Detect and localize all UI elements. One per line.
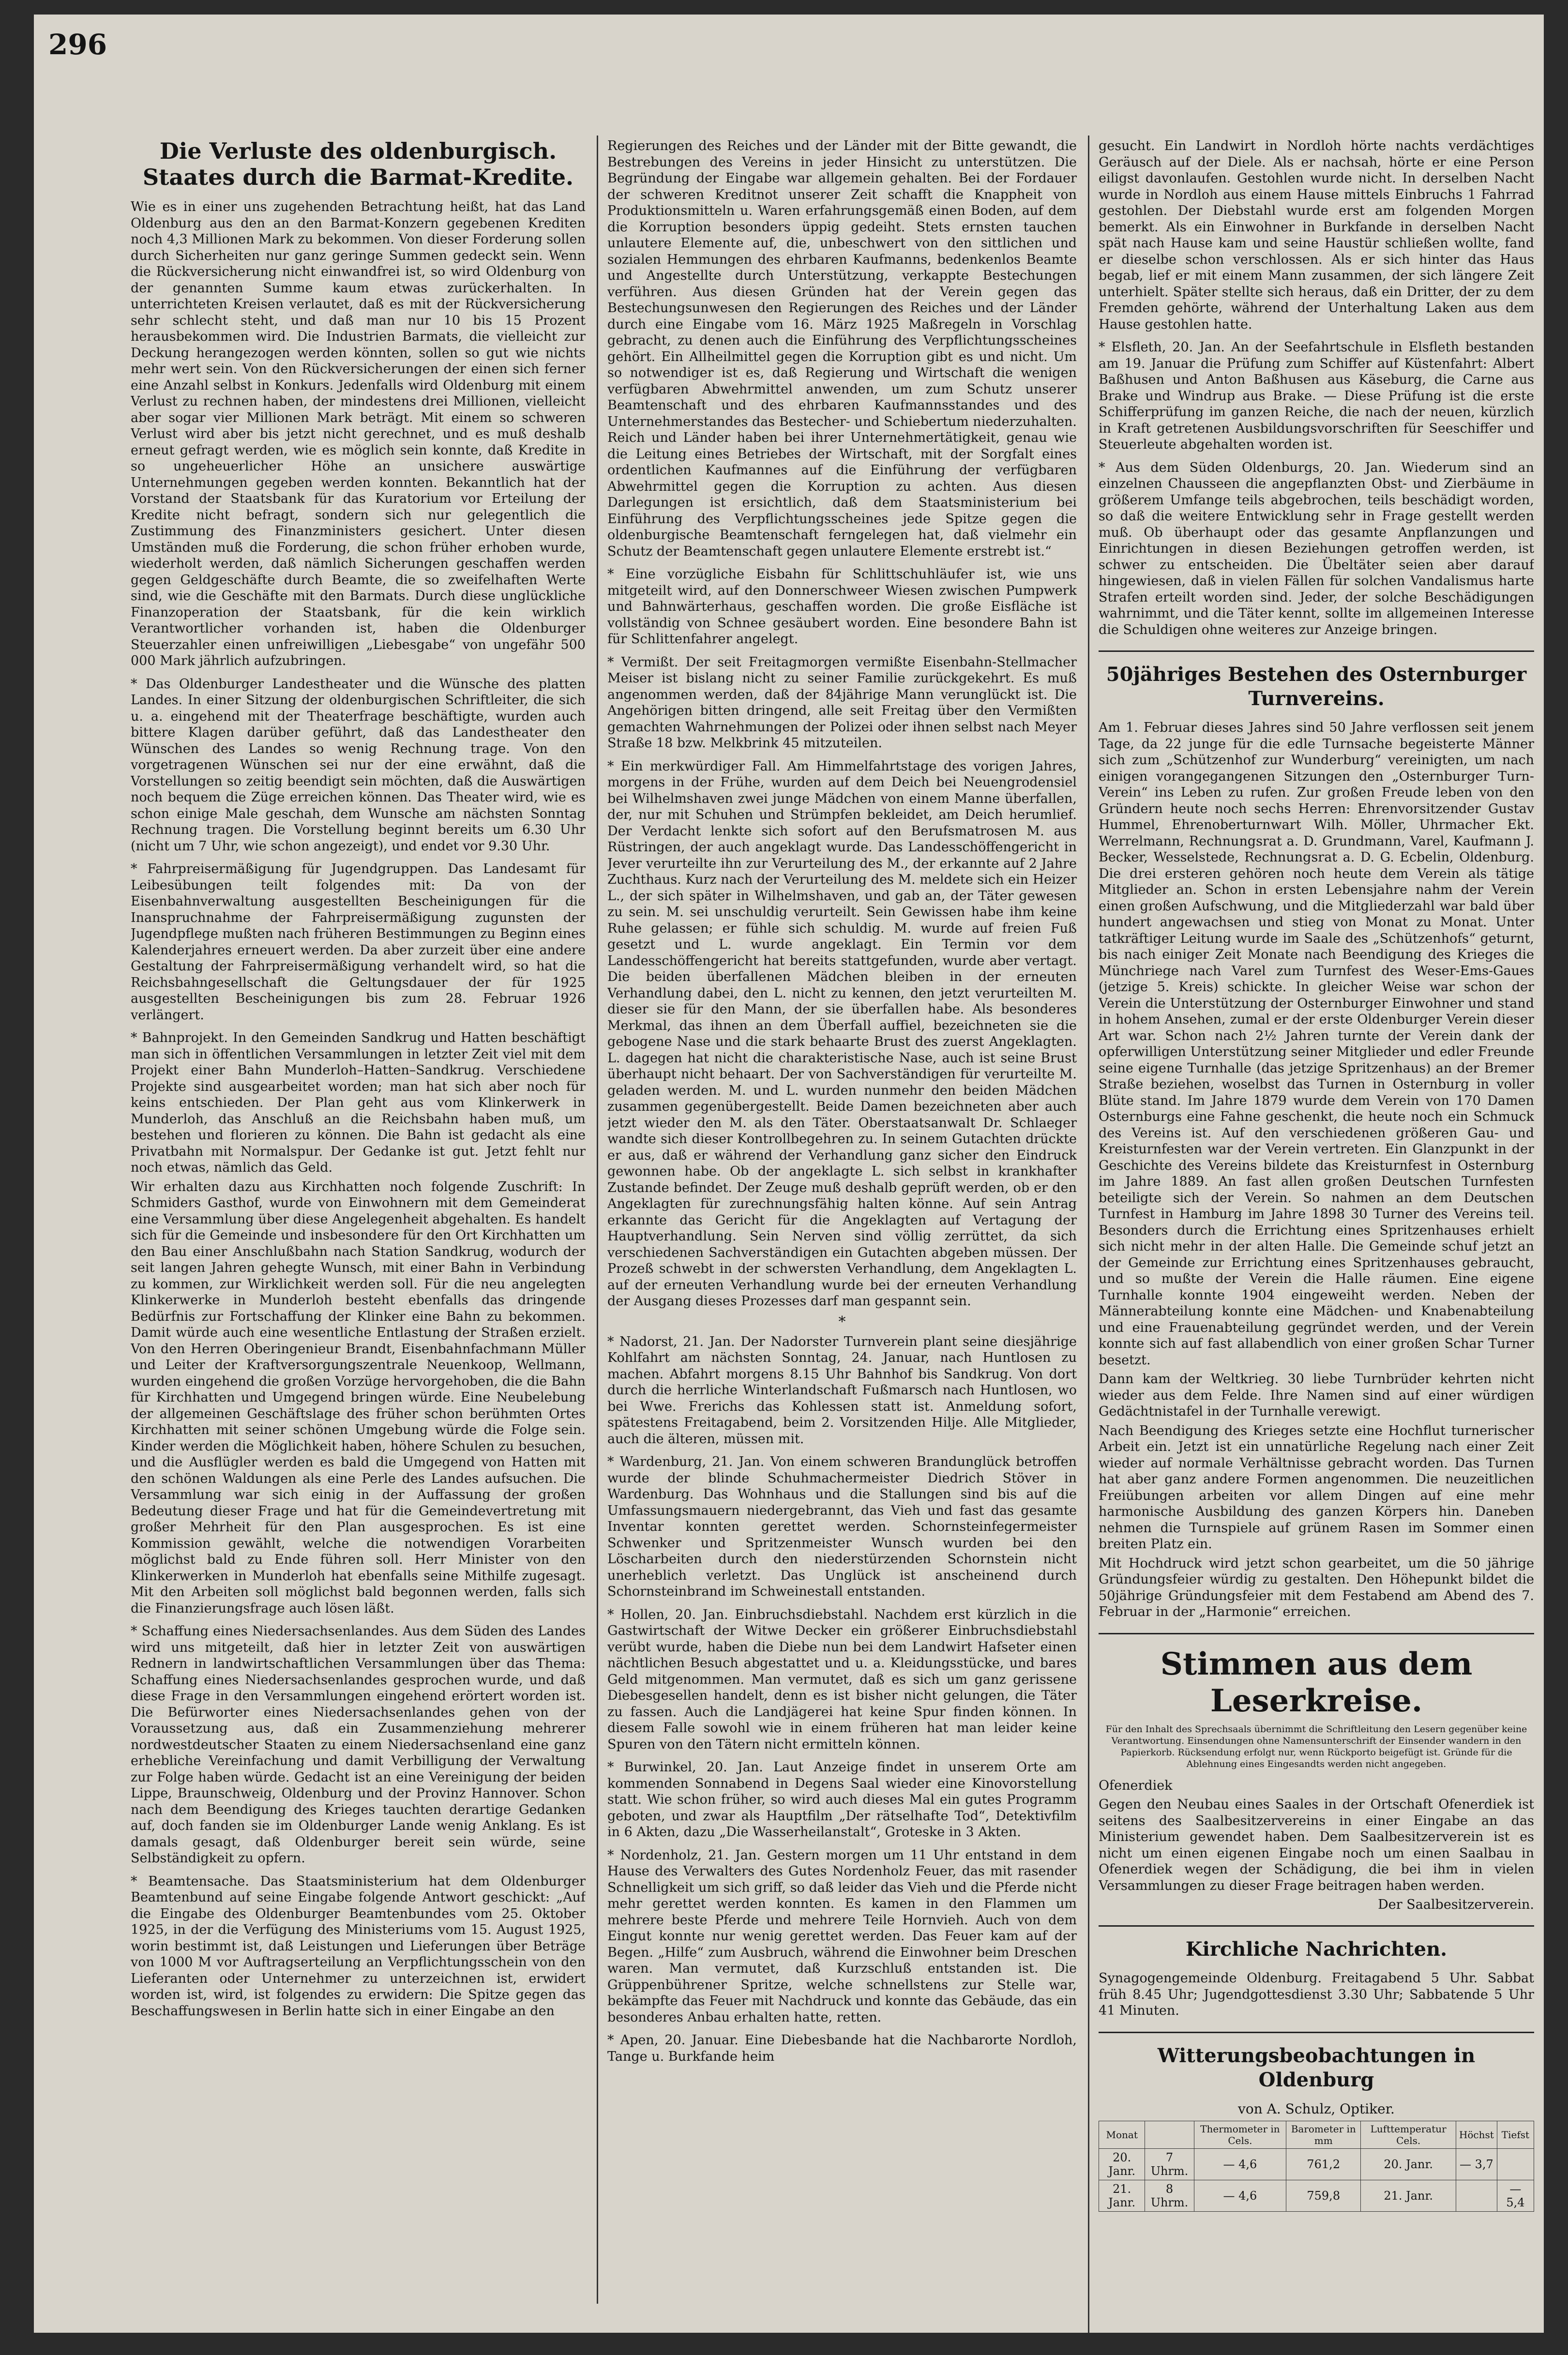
weather-header-row bbox=[1099, 2121, 1534, 2148]
page-number: 296 bbox=[48, 28, 107, 61]
weather-header-cell: Lufttemperatur Cels. bbox=[1361, 2121, 1456, 2148]
article-paragraph: * Burwinkel, 20. Jan. Laut Anzeige findet in unserem Orte am kommenden Sonnabend in Degens Saal wieder eine Kinovorstellung statt. Wie schon früher, so wird auch dieses Mal ein gutes Programm geboten, und zwar als Hauptfilm „Der rätselhafte Tod“, Detektivfilm in 6 Akten, dazu „Die Wasserheilanstalt“, Groteske in 3 Akten. bbox=[607, 1760, 1077, 1840]
column-2 bbox=[607, 138, 1077, 2272]
weather-header-cell: Barometer in mm bbox=[1286, 2121, 1361, 2148]
headline-leserkreise: Stimmen aus dem Leserkreise. bbox=[1160, 1645, 1473, 1719]
column-divider bbox=[1088, 136, 1089, 2333]
article-paragraph: * Hollen, 20. Jan. Einbruchsdiebstahl. Nachdem erst kürzlich in die Gastwirtschaft der Witwe Decker ein größerer Einbruchsdiebstahl verübt wurde, haben die Diebe nun bei dem Landwirt Hafseter einen nächtlichen Besuch abgestattet und u. a. Kleidungsstücke, und bares Geld mitgenommen. Man vermutet, daß es sich um ganz gerissene Diebesgesellen handelt, denn es ist bisher nicht gelungen, die Täter zu fassen. Auch die Landjägerei hat keine Spur finden können. In diesem Falle sowohl wie in einem früheren hat man leider keine Spuren von den Tätern nicht ermitteln können. bbox=[607, 1607, 1077, 1752]
headline-kirchliche: Kirchliche Nachrichten. bbox=[1185, 1938, 1447, 1961]
weather-header-cell bbox=[1145, 2121, 1194, 2148]
table-cell: 21. Janr. bbox=[1361, 2180, 1456, 2211]
article-paragraph: gesucht. Ein Landwirt in Nordloh hörte nachts verdächtiges Geräusch auf der Diele. Als er nachsah, hörte er eine Person eiligst davonlaufen. Gestohlen wurde nicht. In derselben Nacht wurde in Nordloh aus einem Hause mittels Einbruchs 1 Fahrrad gestohlen. Der Diebstahl wurde erst am folgenden Morgen bemerkt. Als ein Einwohner in Burkfande in derselben Nacht spät nach Hause kam und seine Haustür schließen wollte, fand er dieselbe schon verschlossen. Als er sich hinter das Haus begab, lief er mit einem Mann zusammen, der sich längere Zeit unterhielt. Später stellte sich heraus, daß ein Dritter, der zu dem Fremden gehörte, während der Unterhaltung Laken aus dem Hause gestohlen hatte. bbox=[1099, 138, 1534, 332]
article-paragraph: * Beamtensache. Das Staatsministerium hat dem Oldenburger Beamtenbund auf seine Eingabe folgende Antwort geschickt: „Auf die Eingabe des Oldenburger Beamtenbundes vom 25. Oktober 1925, in der die Verfügung des Ministeriums vom 15. August 1925, worin bestimmt ist, daß Leistungen und Lieferungen über Beträge von 1000 M vor Auftragserteilung an Verpflichtungsschein von den Lieferanten oder Unternehmer zu unterzeichnen ist, erwidert worden ist, wird, ist folgendes zu erwidern: Die Spitze gegen das Beschaffungswesen in Berlin hatte sich in einer Eingabe an den bbox=[131, 1873, 586, 2019]
table-cell bbox=[1497, 2148, 1534, 2180]
headline-barmat: Die Verluste des oldenburgisch. Staates durch die Barmat-Kredite. bbox=[142, 138, 574, 190]
table-cell: 21. Janr. bbox=[1099, 2180, 1145, 2211]
article-paragraph: * Wardenburg, 21. Jan. Von einem schweren Brandunglück betroffen wurde der blinde Schuhmachermeister Diedrich Stöver in Wardenburg. Das Wohnhaus und die Stallungen sind bis auf die Umfassungsmauern niedergebrannt, das Vieh und fast das gesamte Inventar konnten gerettet werden. Schornsteinfegermeister Schwenker und Spritzenmeister Wunsch wurden bei den Löscharbeiten durch den niederstürzenden Schornstein nicht unerheblich verletzt. Das Unglück ist anscheinend durch Schornsteinbrand im Schweinestall entstanden. bbox=[607, 1454, 1077, 1599]
article-paragraph: * Apen, 20. Januar. Eine Diebesbande hat die Nachbarorte Nordloh, Tange u. Burkfande heim bbox=[607, 2033, 1077, 2064]
article-paragraph: * Bahnprojekt. In den Gemeinden Sandkrug und Hatten beschäftigt man sich in öffentlichen Versammlungen in letzter Zeit viel mit dem Projekt einer Bahn Munderloh–Hatten–Sandkrug. Verschiedene Projekte sind ausgearbeitet worden; man hat sich aber noch für keins entschieden. Der Plan geht aus vom Klinkerwerk in Munderloh, das Anschluß an die Reichsbahn haben muß, um bestehen und florieren zu können. Die Bahn ist gedacht als eine Privatbahn mit Normalspur. Der Gedanke ist gut. Jetzt fehlt nur noch etwas, nämlich das Geld. bbox=[131, 1030, 586, 1175]
table-cell bbox=[1456, 2180, 1497, 2211]
article-paragraph: Nach Beendigung des Krieges setzte eine Hochflut turnerischer Arbeit ein. Jetzt ist ein unnatürliche Regelung nach einer Zeit wieder auf normale Verhältnisse gebracht worden. Das Turnen hat aber ganz andere Formen angenommen. Die neuzeitlichen Freiübungen arbeiten vor allem Dingen auf eine mehr harmonische Ausbildung des ganzen Körpers hin. Daneben nehmen die Turnspiele auf grünem Rasen im Sommer einen breiten Platz ein. bbox=[1099, 1423, 1534, 1552]
headline-turnverein: 50jähriges Bestehen des Osternburger Turnvereins. bbox=[1106, 663, 1527, 710]
article-paragraph: Mit Hochdruck wird jetzt schon gearbeitet, um die 50 jährige Gründungsfeier würdig zu gestalten. Den Höhepunkt bildet die 50jährige Gründungsfeier mit dem Festabend am Abend des 7. Februar in der „Harmonie“ erreichen. bbox=[1099, 1555, 1534, 1619]
article-paragraph: * Fahrpreisermäßigung für Jugendgruppen. Das Landesamt für Leibesübungen teilt folgendes mit: Da von der Eisenbahnverwaltung ausgestellten Bescheinigungen für die Inanspruchnahme der Fahrpreisermäßigung zugunsten der Jugendpflege mußten nach früheren Bestimmungen zu Beginn eines Kalenderjahres erneuert werden. Da aber zurzeit über eine andere Gestaltung der Fahrpreisermäßigung verhandelt wird, so hat die Reichsbahngesellschaft die Geltungsdauer der für 1925 ausgestellten Bescheinigungen bis zum 28. Februar 1926 verlängert. bbox=[131, 861, 586, 1023]
article-paragraph: Dann kam der Weltkrieg. 30 liebe Turnbrüder kehrten nicht wieder aus dem Felde. Ihre Namen sind auf einer würdigen Gedächtnistafel in der Turnhalle verewigt. bbox=[1099, 1372, 1534, 1419]
headline-weather: Witterungsbeobachtungen in Oldenburg bbox=[1157, 2044, 1476, 2091]
table-cell: 20. Janr. bbox=[1099, 2148, 1145, 2180]
table-cell: 20. Janr. bbox=[1361, 2148, 1456, 2180]
article-paragraph: * Nordenholz, 21. Jan. Gestern morgen um 11 Uhr entstand in dem Hause des Verwalters des Gutes Nordenholz Feuer, das mit rasender Schnelligkeit um sich griff, so daß leider das Vieh und die Pferde nicht mehr gerettet werden konnten. Es kamen in den Flammen um mehrere beste Pferde und mehrere Teile Hornvieh. Auch von dem Eingut konnte nur wenig gerettet werden. Das Feuer kam auf der Begen. „Hilfe“ zum Ausbruch, während die Einwohner beim Dreschen waren. Man vermutet, daß Kurzschluß entstanden ist. Die Grüppenbührener Spritze, welche schnellstens zur Stelle war, bekämpfte das Feuer mit Nachdruck und konnte das Gebäude, das ein besonderes Anbau erhalten hatte, retten. bbox=[607, 1847, 1077, 2025]
weather-header-cell: Höchst bbox=[1456, 2121, 1497, 2148]
article-paragraph: * Elsfleth, 20. Jan. An der Seefahrtschule in Elsfleth bestanden am 19. Januar die Prüfung zum Schiffer auf Küstenfahrt: Albert Baßhusen und Anton Baßhusen aus Käseburg, die Carne aus Brake und Windrup aus Brake. — Diese Prüfung ist die erste Schifferprüfung im ganzen Reiche, die nach der neuen, kürzlich in Kraft getretenen Ausbildungsvorschriften für Seeschiffer und Steuerleute abgehalten worden ist. bbox=[1099, 340, 1534, 452]
church-notice: Synagogengemeinde Oldenburg. Freitagabend 5 Uhr. Sabbat früh 8.45 Uhr; Jugendgottesdienst 3.30 Uhr; Sabbatende 5 Uhr 41 Minuten. bbox=[1099, 1971, 1534, 2018]
table-row bbox=[1099, 2180, 1534, 2211]
column-divider bbox=[597, 136, 598, 2304]
section-rule bbox=[1099, 1925, 1534, 1927]
table-cell: — 5,4 bbox=[1497, 2180, 1534, 2211]
table-cell: 759,8 bbox=[1286, 2180, 1361, 2211]
section-rule bbox=[1099, 650, 1534, 652]
section-rule bbox=[1099, 2032, 1534, 2033]
article-paragraph: * Das Oldenburger Landestheater und die Wünsche des platten Landes. In einer Sitzung der oldenburgischen Schriftleiter, die sich u. a. eingehend mit der Theaterfrage beschäftigte, wurden auch bittere Klagen darüber geführt, daß das Landestheater den Wünschen des Landes so wenig Rechnung trage. Von den vorgetragenen Wünschen sei nur der eine erwähnt, daß die Vorstellungen so zeitig beendigt sein möchten, daß die Auswärtigen noch bequem die Züge erreichen können. Das Theater wird, wie es schon einige Male geschah, dem Wunsche am nächsten Sonntag Rechnung tragen. Die Vorstellung beginnt bereits um 6.30 Uhr (nicht um 7 Uhr, wie schon angezeigt), und endet vor 9.30 Uhr. bbox=[131, 676, 586, 854]
column-3 bbox=[1099, 138, 1534, 2333]
article-paragraph: Regierungen des Reiches und der Länder mit der Bitte gewandt, die Bestrebungen des Vereins in jeder Hinsicht zu unterstützen. Die Begründung der Eingabe war allgemein gehalten. Bei der Fordauer der schweren Kreditnot unserer Zeit schafft die Knappheit von Produktionsmitteln u. Waren erfahrungsgemäß einen Boden, auf dem die Korruption besonders üppig gedeiht. Stets ernsten tauchen unlautere Elemente auf, die, unbeschwert von den sittlichen und sozialen Hemmungen des ehrbaren Kaufmanns, bedenkenlos Beamte und Angestellte durch Unterstützung, verkappte Bestechungen verführen. Aus diesen Gründen hat der Verein gegen das Bestechungsunwesen den Regierungen des Reiches und der Länder durch eine Eingabe vom 16. März 1925 Maßregeln in Vorschlag gebracht, zu denen auch die Einführung des Verpflichtungsscheines gehört. Ein Allheilmittel gegen die Korruption gibt es und nicht. Um so notwendiger ist es, daß Regierung und Wirtschaft die wenigen verfügbaren Abwehrmittel anwenden, um zum Schutz unserer Beamtenschaft und des ehrbaren Kaufmannsstandes und des Unternehmerstandes das Bestecher- und Schiebertum niederzuhalten. Reich und Länder haben bei ihrer Unternehmertätigkeit, genau wie die Leitung eines Betriebes der Wirtschaft, mit der Sorgfalt eines ordentlichen Kaufmannes auf die Einführung der verfügbaren Abwehrmittel gegen die Korruption zu achten. Aus diesen Darlegungen ist ersichtlich, daß dem Staatsministerium bei Einführung des Verpflichtungsscheines jede Spitze gegen die oldenburgische Beamtenschaft ferngelegen hat, daß vielmehr ein Schutz der Beamtenschaft gegen unlautere Elemente erstrebt ist.“ bbox=[607, 138, 1077, 559]
weather-header-cell: Monat bbox=[1099, 2121, 1145, 2148]
column-1 bbox=[131, 138, 586, 2301]
letter-signature: Der Saalbesitzerverein. bbox=[1378, 1897, 1534, 1912]
article-paragraph: * Ein merkwürdiger Fall. Am Himmelfahrtstage des vorigen Jahres, morgens in der Frühe, wurden auf dem Deich bei Neuengrodensiel bei Wilhelmshaven zwei junge Mädchen von einem Manne überfallen, der, nur mit Schuhen und Strümpfen bekleidet, am Deich herumlief. Der Verdacht lenkte sich sofort auf den Berufsmatrosen M. aus Rüstringen, der auch angeklagt wurde. Das Landesschöffengericht in Jever verurteilte ihn zur Verurteilung des M., der erkannte auf 2 Jahre Zuchthaus. Kurz nach der Verurteilung des M. meldete sich ein Heizer L., der sich später in Wilhelmshaven, und gab an, der Täter gewesen zu sein. M. sei unschuldig verurteilt. Sein Gewissen habe ihm keine Ruhe gelassen; er fühle sich schuldig. M. wurde auf freien Fuß gesetzt und L. wurde angeklagt. Ein Termin vor dem Landesschöffengericht hat bereits stattgefunden, wurde aber vertagt. Die beiden überfallenen Mädchen bleiben in der erneuten Verhandlung dabei, den L. nicht zu kennen, den jetzt verurteilten M. dieser sie für den Mann, der sie überfallen habe. Als besonderes Merkmal, das ihnen an dem Überfall auffiel, bezeichneten sie die gebogene Nase und die stark behaarte Brust des zuerst Angeklagten. L. dagegen hat nicht die charakteristische Nase, auch ist seine Brust überhaupt nicht behaart. Der von Sachverständigen für verurteilte M. geladen werden. M. und L. wurden nunmehr den beiden Mädchen zusammen gegenübergestellt. Beide Damen bezeichneten aber auch jetzt wieder den M. als den Täter. Oberstaatsanwalt Dr. Schlaeger wandte sich dieser Kontrollbegehren zu. In seinem Gutachten drückte er aus, daß er während der Verhandlung ganz sicher den Eindruck gewonnen habe. Ob der angeklagte L. sich selbst in krankhafter Zustande befindet. Der Zeuge muß deshalb geprüft werden, ob er den Angeklagten für zurechnungsfähig halten könne. Auf sein Antrag erkannte das Gericht für die Angeklagten auf Vertagung der Hauptverhandlung. Sein Nerven sind völlig zerrüttet, da sich verschiedenen Sachverständigen ein Gutachten abgeben müssen. Der Prozeß schwebt in der schwersten Verhandlung, dem Angeklagten L. auf der erneuten Verhandlung wurde bei der erneuten Verhandlung der Ausgang dieses Prozesses darf man gespannt sein. bbox=[607, 758, 1077, 1309]
weather-header-cell: Tiefst bbox=[1497, 2121, 1534, 2148]
weather-table bbox=[1099, 2121, 1534, 2212]
weather-byline: von A. Schulz, Optiker. bbox=[1238, 2100, 1395, 2117]
article-paragraph: Wir erhalten dazu aus Kirchhatten noch folgende Zuschrift: In Schmiders Gasthof, wurde von Einwohnern mit dem Gemeinderat eine Versammlung über diese Angelegenheit abgehalten. Es handelt sich für die Gemeinde und insbesondere für den Ort Kirchhatten um den Bau einer Anschlußbahn nach Station Sandkrug, wodurch der seit langen Jahren gehegte Wunsch, mit einer Bahn in Verbindung zu kommen, zur Wirklichkeit werden soll. Für die neu angelegten Klinkerwerke in Munderloh besteht ebenfalls das dringende Bedürfnis zur Fortschaffung der Klinker eine Bahn zu bekommen. Damit würde auch eine wesentliche Entlastung der Straßen erzielt. Von den Herren Oberingenieur Brandt, Eisenbahnfachmann Müller und Leiter der Kraftversorgungszentrale Neuenkoop, Wellmann, wurden eingehend die großen Vorzüge hervorgehoben, die die Bahn für Kirchhatten und Umgegend bringen würde. Eine Neubelebung der allgemeinen Geschäftslage des früher schon berühmten Ortes Kirchhatten mit seiner schönen Umgebung würde die Folge sein. Kinder werden die Möglichkeit haben, höhere Schulen zu besuchen, und die Ausflügler werden es bald die Umgegend von Hatten mit den schönen Waldungen als eine Perle des Landes aufsuchen. Die Versammlung war sich einig in der Auffassung der großen Bedeutung dieser Frage und hat für die Gemeindevertretung mit großer Mehrheit für den Plan ausgesprochen. Es ist eine Kommission gewählt, welche die notwendigen Vorarbeiten möglichst bald zu Ende führen soll. Herr Minister von den Klinkerwerken in Munderloh hat ebenfalls seine Mithilfe zugesagt. Mit den Arbeiten soll möglichst bald begonnen werden, falls sich die Finanzierungsfrage auch lösen läßt. bbox=[131, 1179, 586, 1616]
article-paragraph: * Eine vorzügliche Eisbahn für Schlittschuhläufer ist, wie uns mitgeteilt wird, auf den Donnerschweer Wiesen zwischen Pumpwerk und Bahnwärterhaus, geschaffen worden. Die große Eisfläche ist vollständig von Schnee gesäubert worden. Eine besondere Bahn ist für Schlittenfahrer angelegt. bbox=[607, 567, 1077, 647]
article-paragraph: Wie es in einer uns zugehenden Betrachtung heißt, hat das Land Oldenburg aus den an den Barmat-Konzern gegebenen Krediten noch 4,3 Millionen Mark zu bekommen. Von dieser Forderung sollen durch Sicherheiten nur ganz geringe Summen gedeckt sein. Wenn die Rückversicherung nicht einwandfrei ist, so wird Oldenburg von der genannten Summe kaum etwas zurückerhalten. In unterrichteten Kreisen verlautet, daß es mit der Rückversicherung sehr schlecht steht, und daß man nur 10 bis 15 Prozent herausbekommen wird. Die Industrien Barmats, die vielleicht zur Deckung herangezogen werden könnten, sollen so gut wie nichts mehr wert sein. Von den Rückversicherungen der einen sich ferner eine Anzahl selbst in Konkurs. Jedenfalls wird Oldenburg mit einem Verlust zu rechnen haben, der mindestens drei Millionen, vielleicht aber sogar vier Millionen Mark beträgt. Mit einem so schweren Verlust wird aber bis jetzt nicht gerechnet, und es muß deshalb erneut gefragt werden, wie es möglich sein konnte, daß Kredite in so ungeheuerlicher Höhe an unsichere auswärtige Unternehmungen gegeben werden konnten. Bekanntlich hat der Vorstand der Staatsbank für das Kuratorium vor Erteilung der Kredite nicht befragt, sondern sich nur gelegentlich die Zustimmung des Finanzministers gesichert. Unter diesen Umständen muß die Forderung, die schon früher erhoben wurde, wiederholt werden, daß nämlich Sicherungen geschaffen werden gegen Geldgeschäfte durch Beamte, die so zweifelhaften Werte sind, wie die Geschäfte mit den Barmats. Durch diese unglückliche Finanzoperation der Staatsbank, für die kein wirklich Verantwortlicher vorhanden ist, haben die Oldenburger Steuerzahler einen unfreiwilligen „Liebesgabe“ von ungefähr 500 000 Mark jährlich aufzubringen. bbox=[131, 199, 586, 668]
article-paragraph: * Schaffung eines Niedersachsenlandes. Aus dem Süden des Landes wird uns mitgeteilt, daß hier in letzter Zeit von auswärtigen Rednern in landwirtschaftlichen Versammlungen über das Thema: Schaffung eines Niedersachsenlandes gesprochen wurde, und daß diese Frage in den Versammlungen eingehend erörtert worden ist. Die Befürworter eines Niedersachsenlandes gehen von der Voraussetzung aus, daß ein Zusammenziehung mehrerer nordwestdeutscher Staaten zu einem Niedersachsenland eine ganz erhebliche Vereinfachung und damit Verbilligung der Verwaltung zur Folge haben würde. Gedacht ist an eine Vereinigung der beiden Lippe, Braunschweig, Oldenburg und der Provinz Hannover. Schon nach dem Beendigung des Krieges tauchten derartige Gedanken auf, doch fanden sie im Oldenburger Lande wenig Anklang. Es ist damals gesagt, daß Oldenburger bereit sein würde, seine Selbständigkeit zu opfern. bbox=[131, 1624, 586, 1866]
article-paragraph: * Aus dem Süden Oldenburgs, 20. Jan. Wiederum sind an einzelnen Chausseen die angepflanzten Obst- und Zierbäume in größerem Umfange teils abgebrochen, teils beschädigt worden, so daß die weitere Entwicklung sehr in Frage gestellt werden muß. Ob überhaupt oder das gesamte Anpflanzungen und Einrichtungen in diesen Beziehungen getroffen werden, ist schwer zu entscheiden. Die Übeltäter seien aber darauf hingewiesen, daß in vielen Fällen für solchen Vandalismus harte Strafen erteilt worden sind. Jeder, der solche Beschädigungen wahrnimmt, und die Täter kennt, sollte im allgemeinen Interesse die Schuldigen ohne weiteres zur Anzeige bringen. bbox=[1099, 460, 1534, 637]
letter-body: Gegen den Neubau eines Saales in der Ortschaft Ofenerdiek ist seitens des Saalbesitzervereins in einer Eingabe an das Ministerium gewendet haben. Dem Saalbesitzerverein ist es nicht um einen eigenen Eingabe noch um einen Saalbau in Ofenerdiek wegen der Schädigung, die bei ihm in vielen Versammlungen zu dieser Frage beitragen haben werden. bbox=[1099, 1797, 1534, 1893]
sprechsaal-disclaimer: Für den Inhalt des Sprechsaals übernimmt die Schriftleitung den Lesern gegenüber keine Verantwortung. Einsendungen ohne Namensunterschrift der Einsender wandern in den Papierkorb. Rücksendung erfolgt nur, wenn Rückporto beigefügt ist. Gründe für die Ablehnung eines Eingesandts werden nicht angegeben. bbox=[1105, 1723, 1527, 1769]
section-rule bbox=[1099, 1633, 1534, 1634]
article-paragraph: * Nadorst, 21. Jan. Der Nadorster Turnverein plant seine diesjährige Kohlfahrt am nächsten Sonntag, 24. Januar, nach Huntlosen zu machen. Abfahrt morgens 8.15 Uhr Bahnhof bis Sandkrug. Von dort durch die herrliche Winterlandschaft Fußmarsch nach Huntlosen, wo bei Wwe. Frerichs das Kohlessen statt ist. Anmeldung sofort, spätestens Freitagabend, beim 2. Vorsitzenden Hilje. Alle Mitglieder, auch die älteren, müssen mit. bbox=[607, 1334, 1077, 1447]
table-cell: — 4,6 bbox=[1194, 2148, 1286, 2180]
table-cell: 761,2 bbox=[1286, 2148, 1361, 2180]
weather-header-cell: Thermometer in Cels. bbox=[1194, 2121, 1286, 2148]
table-cell: — 4,6 bbox=[1194, 2180, 1286, 2211]
article-paragraph: * Vermißt. Der seit Freitagmorgen vermißte Eisenbahn-Stellmacher Meiser ist bislang nicht zu seiner Familie zurückgekehrt. Es muß angenommen werden, daß der 84jährige Mann verunglückt ist. Die Angehörigen bitten dringend, alle seit Freitag über den Vermißten gemachten Wahrnehmungen der Polizei oder ihnen selbst nach Meyer Straße 18 bzw. Melkbrink 45 mitzuteilen. bbox=[607, 654, 1077, 751]
table-cell: — 3,7 bbox=[1456, 2148, 1497, 2180]
article-paragraph: Am 1. Februar dieses Jahres sind 50 Jahre verflossen seit jenem Tage, da 22 junge für die edle Turnsache begeisterte Männer sich zum „Schützenhof zur Wunderburg“ vereinigten, um nach einigen vorangegangenen Sitzungen den „Osternburger Turn-Verein“ ins Leben zu rufen. Zur großen Freude leben von den Gründern heute noch sechs Herren: Ehrenvorsitzender Gustav Hummel, Ehrenoberturnwart Wilh. Möller, Uhrmacher Ekt. Werrelmann, Rechnungsrat a. D. Grundmann, Varel, Kaufmann J. Becker, Wesselstede, Rechnungsrat a. D. G. Ecbelin, Oldenburg. Die drei ersteren gehören noch heute dem Verein als tätige Mitglieder an. Schon in ersten Lebensjahre nahm der Verein einen großen Aufschwung, und die Mitgliederzahl war bald über hundert angewachsen und stieg von Monat zu Monat. Unter tatkräftiger Leitung wurde im Saale des „Schützenhofs“ geturnt, bis nach einiger Zeit Monate nach Beendigung des Krieges die Münchriege nach Varel zum Turnfest des Weser-Ems-Gaues (jetzige 5. Kreis) schickte. In gleicher Weise war schon der Verein die Unterstützung der Osternburger Einwohner und stand in hohem Ansehen, zumal er der erste Oldenburger Verein dieser Art war. Schon nach 2½ Jahren turnte der Verein dank der opferwilligen Unterstützung seiner Mitglieder und edler Freunde seine eigene Turnhalle (das jetzige Spritzenhaus) an der Bremer Straße beziehen, woselbst das Turnen in Osternburg in voller Blüte stand. Im Jahre 1879 wurde dem Verein von 170 Damen Osternburgs eine Fahne geschenkt, die heute noch ein Schmuck des Vereins ist. Auf den verschiedenen größeren Gau- und Kreisturnfesten war der Verein vertreten. Ein Glanzpunkt in der Geschichte des Vereins bildete das Kreisturnfest in Osternburg im Jahre 1889. An fast allen großen Deutschen Turnfesten beteiligte sich der Verein. So nahmen an dem Deutschen Turnfest in Hamburg im Jahre 1898 30 Turner des Vereins teil. Besonders durch die Errichtung eines Spritzenhauses erhielt sich nicht mehr in der alten Halle. Die Gemeinde schuf jetzt an der Gemeinde zur Errichtung eines Spritzenhauses gebraucht, und so mußte der Verein die Halle räumen. Eine eigene Turnhalle konnte 1904 eingeweiht werden. Neben der Männerabteilung konnte eine Mädchen- und Knabenabteilung und eine Frauenabteilung gegründet werden, und der Verein konnte sich auf fast allabendlich von einer großen Schar Turner besetzt. bbox=[1099, 720, 1534, 1368]
table-cell: 7 Uhrm. bbox=[1145, 2148, 1194, 2180]
newspaper-page bbox=[34, 15, 1544, 2333]
letter-location: Ofenerdiek bbox=[1099, 1778, 1173, 1793]
table-row bbox=[1099, 2148, 1534, 2180]
section-separator: * bbox=[838, 1313, 846, 1330]
table-cell: 8 Uhrm. bbox=[1145, 2180, 1194, 2211]
